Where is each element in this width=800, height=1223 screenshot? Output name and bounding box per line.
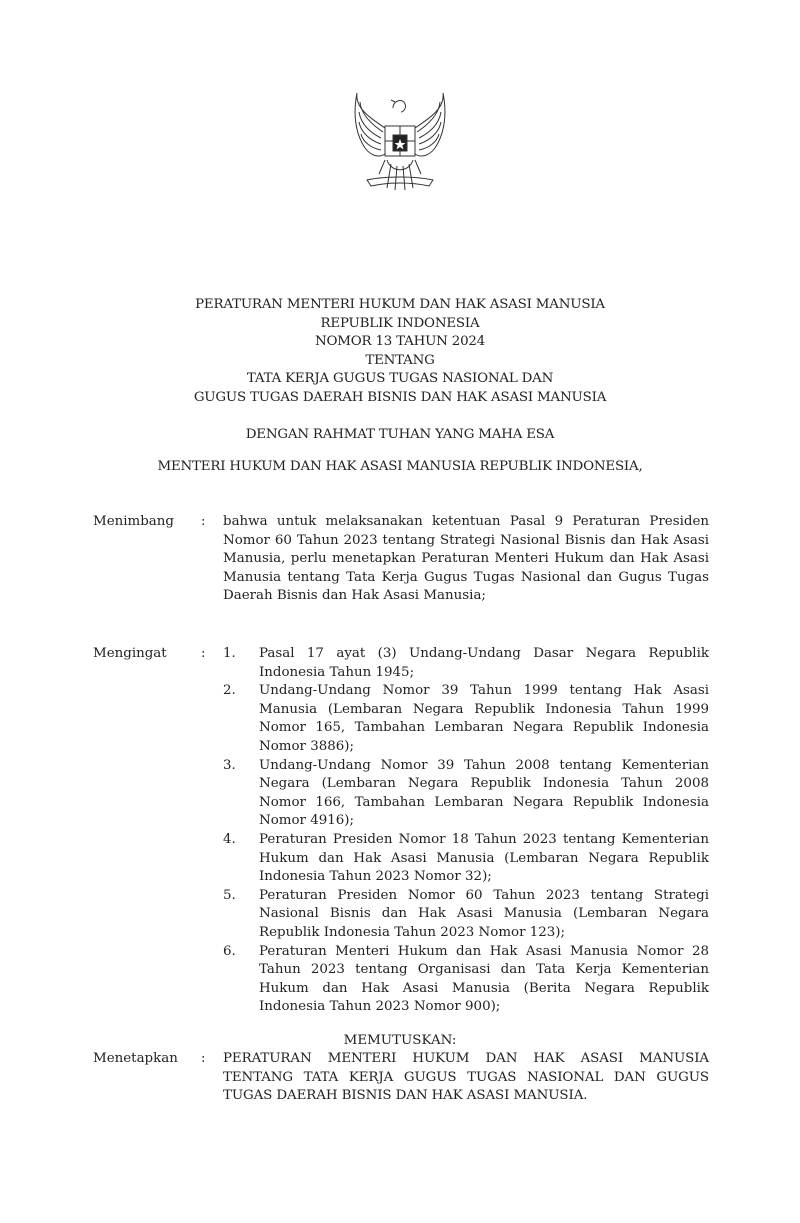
mengingat-list [223,645,709,1017]
list-item: 3. Undang-Undang Nomor 39 Tahun 2008 tentang Kementerian Negara (Lembaran Negara Republik Indonesia Tahun 2008 Nomor 166, Tambahan Lembaran Negara Republik Indonesia Nomor 4916); [223,757,709,829]
colon: : [201,514,206,529]
title-line: TENTANG [365,352,435,368]
title-line: GUGUS TUGAS DAERAH BISNIS DAN HAK ASASI MANUSIA [193,389,607,405]
list-item: 2. Undang-Undang Nomor 39 Tahun 1999 tentang Hak Asasi Manusia (Lembaran Negara Republik Indonesia Tahun 1999 Nomor 165, Tambahan Lembaran Negara Republik Indonesia Nomor 3886); [223,683,709,754]
title-line: NOMOR 13 TAHUN 2024 [314,334,486,350]
authority: MENTERI HUKUM DAN HAK ASASI MANUSIA REPUBLIK INDONESIA, [157,459,643,474]
title-line: TATA KERJA GUGUS TUGAS NASIONAL DAN [246,371,554,387]
list-item: 5. Peraturan Presiden Nomor 60 Tahun 2023 tentang Strategi Nasional Bisnis dan Hak Asasi Manusia (Lembaran Negara Republik Indonesia Tahun 2023 Nomor 123); [223,887,709,940]
mengingat-label: Mengingat [93,646,167,661]
title-line: PERATURAN MENTERI HUKUM DAN HAK ASASI MANUSIA [195,297,605,312]
menetapkan-label: Menetapkan [93,1051,178,1066]
document-title [0,296,800,408]
list-item: 1. Pasal 17 ayat (3) Undang-Undang Dasar Negara Republik Indonesia Tahun 1945; [223,646,709,680]
list-item: 6. Peraturan Menteri Hukum dan Hak Asasi Manusia Nomor 28 Tahun 2023 tentang Organisasi dan Tata Kerja Kementerian Hukum dan Hak Asasi Manusia (Berita Negara Republik Indonesia Tahun 2023 Nomor 900); [223,943,709,1015]
menimbang-label: Menimbang [93,514,174,529]
menetapkan-text: PERATURAN MENTERI HUKUM DAN HAK ASASI MANUSIA TENTANG TATA KERJA GUGUS TUGAS NASIONAL DAN GUGUS TUGAS DAERAH BISNIS DAN HAK ASASI MANUSIA. [223,1051,709,1104]
colon: : [201,646,206,661]
memutuskan-heading: MEMUTUSKAN: [343,1033,457,1048]
colon: : [201,1051,206,1066]
menimbang-text: bahwa untuk melaksanakan ketentuan Pasal 9 Peraturan Presiden Nomor 60 Tahun 2023 tentang Strategi Nasional Bisnis dan Hak Asasi Manusia, perlu menetapkan Peraturan Menteri Hukum dan Hak Asasi Manusia tentang Tata Kerja Gugus Tugas Nasional dan Gugus Tugas Daerah Bisnis dan Hak Asasi Manusia; [223,514,709,604]
list-item: 4. Peraturan Presiden Nomor 18 Tahun 2023 tentang Kementerian Hukum dan Hak Asasi Manusia (Lembaran Negara Republik Indonesia Tahun 2023 Nomor 32); [223,831,709,885]
garuda-emblem-icon [345,88,455,203]
title-line: REPUBLIK INDONESIA [320,315,480,331]
invocation: DENGAN RAHMAT TUHAN YANG MAHA ESA [245,427,555,442]
